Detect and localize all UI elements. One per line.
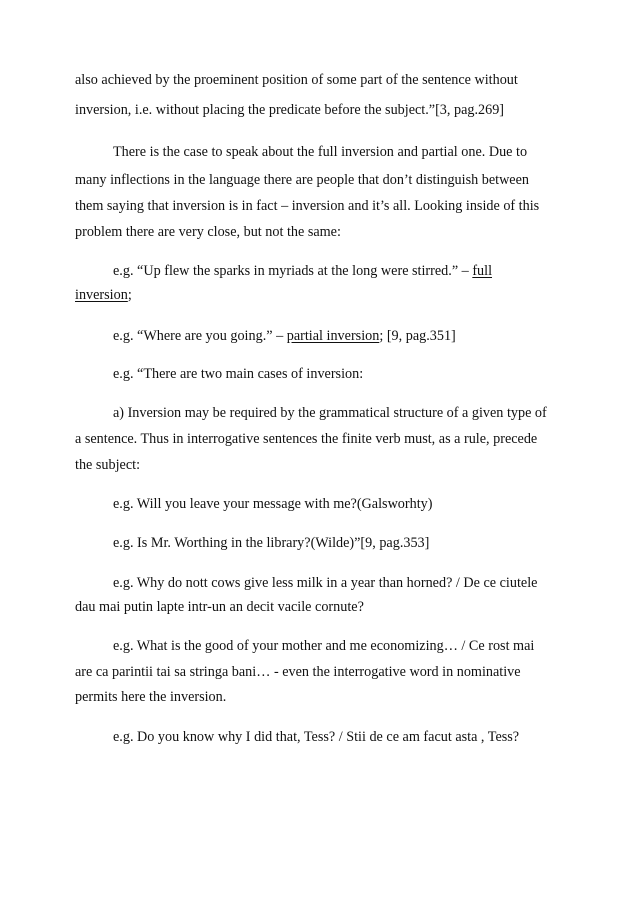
example-line (113, 327, 456, 345)
example-line: are ca parintii tai sa stringa bani… - even the interrogative word in nominative (75, 664, 521, 680)
text-line: a) Inversion may be required by the grammatical structure of a given type of (113, 405, 547, 421)
example-text: e.g. “Where are you going.” – (113, 328, 287, 344)
text-line: many inflections in the language there are people that don’t distinguish between (75, 172, 529, 188)
example-line: e.g. “There are two main cases of inversion: (113, 366, 364, 382)
example-line (113, 262, 492, 280)
example-line: dau mai putin lapte intr-un an decit vacile cornute? (75, 599, 364, 615)
text-line: the subject: (75, 457, 141, 473)
example-line: e.g. Why do nott cows give less milk in a year than horned? / De ce ciutele (113, 575, 538, 591)
text-line: inversion, i.e. without placing the predicate before the subject.”[3, pag.269] (75, 102, 505, 118)
text-line: them saying that inversion is in fact – inversion and it’s all. Looking inside of this (75, 198, 540, 214)
full-inversion-link[interactable]: full (472, 263, 493, 279)
text-line: There is the case to speak about the full inversion and partial one. Due to (113, 144, 528, 160)
example-line: e.g. Is Mr. Worthing in the library?(Wilde)”[9, pag.353] (113, 535, 430, 551)
text-line: problem there are very close, but not the same: (75, 224, 341, 240)
example-text: e.g. “Up flew the sparks in myriads at the long were stirred.” – (113, 263, 473, 279)
text-line: a sentence. Thus in interrogative sentences the finite verb must, as a rule, precede (75, 431, 538, 447)
example-line: e.g. What is the good of your mother and me economizing… / Ce rost mai (113, 638, 535, 654)
partial-inversion-link[interactable]: partial inversion (286, 328, 380, 344)
example-tail: ; (127, 287, 132, 303)
example-line: e.g. Will you leave your message with me?(Galsworhty) (113, 496, 433, 512)
text-line: also achieved by the proeminent position of some part of the sentence without (75, 72, 518, 88)
full-inversion-link-cont[interactable]: inversion (75, 287, 128, 303)
example-tail: ; [9, pag.351] (379, 328, 456, 344)
example-line: e.g. Do you know why I did that, Tess? / Stii de ce am facut asta , Tess? (113, 729, 520, 745)
example-line (75, 286, 132, 304)
example-line: permits here the inversion. (75, 689, 227, 705)
